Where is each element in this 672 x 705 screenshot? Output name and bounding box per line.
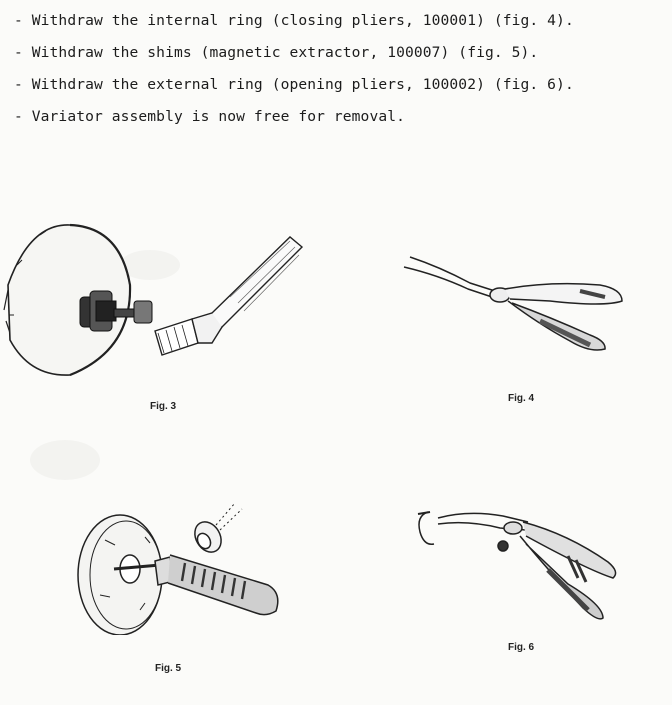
- instruction-step: - Variator assembly is now free for removal.: [14, 108, 405, 125]
- instruction-step: - Withdraw the shims (magnetic extractor, 100007) (fig. 5).: [14, 44, 539, 61]
- figure-3: [0, 215, 310, 412]
- figure-caption: Fig. 3: [150, 401, 177, 412]
- figure-caption: Fig. 4: [508, 393, 535, 404]
- closing-pliers-drawing: [400, 245, 630, 365]
- magnetic-extractor-drawing: [70, 485, 300, 635]
- instruction-list: [14, 5, 664, 133]
- figure-6: [408, 500, 638, 653]
- opening-pliers-drawing: [408, 500, 638, 640]
- wrench-on-variator-drawing: [0, 215, 310, 385]
- figure-4: [400, 245, 630, 404]
- figure-5: [70, 485, 300, 674]
- figure-caption: Fig. 6: [508, 642, 535, 653]
- instruction-step: - Withdraw the external ring (opening pliers, 100002) (fig. 6).: [14, 76, 574, 93]
- scan-smudge: [30, 440, 100, 480]
- instruction-step: - Withdraw the internal ring (closing pliers, 100001) (fig. 4).: [14, 12, 574, 29]
- figure-caption: Fig. 5: [155, 663, 182, 674]
